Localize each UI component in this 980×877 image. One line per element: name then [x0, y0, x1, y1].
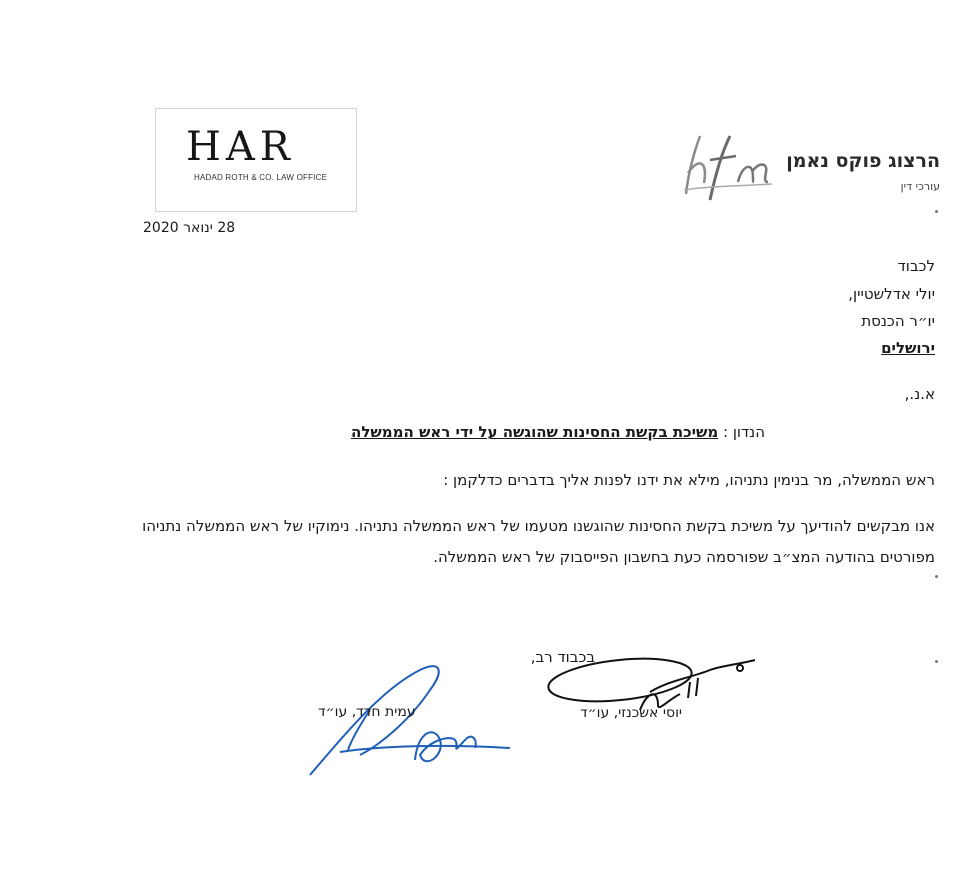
- signoff: בכבוד רב,: [530, 648, 595, 666]
- signatory-1-name: יוסי אשכנזי, עו״ד: [580, 705, 683, 721]
- signatory-2-name: עמית חדד, עו״ד: [318, 704, 416, 720]
- hfn-logo-icon: [680, 128, 780, 206]
- subject-text: משיכת בקשת החסינות שהוגשה על ידי ראש הממשלה: [351, 423, 719, 441]
- firm-name: הרצוג פוקס נאמן: [786, 150, 940, 172]
- har-logo: [155, 108, 357, 212]
- margin-mark: [935, 210, 938, 213]
- recipient-city: ירושלים: [881, 339, 935, 357]
- subject-line: [351, 423, 765, 441]
- signature-2-icon: [300, 660, 520, 780]
- recipient-title: יו״ר הכנסת: [861, 312, 935, 330]
- body-paragraph-1: ראש הממשלה, מר בנימין נתניהו, מילא את ידנו לפנות אליך בדברים כדלקמן :: [443, 471, 935, 489]
- margin-mark: [935, 660, 938, 663]
- har-logo-subtitle: HADAD ROTH & CO. LAW OFFICE: [194, 173, 328, 182]
- margin-mark: [935, 575, 938, 578]
- greeting: א.נ.,: [904, 385, 935, 403]
- har-logo-mark: HAR: [186, 124, 295, 170]
- body-paragraph-2: אנו מבקשים להודיעך על משיכת בקשת החסינות שהוגשנו מטעמו של ראש הממשלה נתניהו. נימוקיו של ראש הממשלה נתניהו מפורטים בהודעה המצ״ב שפורסמה כעת בחשבון הפייסבוק של ראש הממשלה.: [142, 517, 935, 566]
- recipient-name: יולי אדלשטיין,: [848, 285, 935, 303]
- recipient-salutation: לכבוד: [897, 257, 935, 275]
- letter-date: 28 ינואר 2020: [143, 220, 236, 236]
- subject-label: הנדון :: [723, 423, 765, 441]
- firm-subtitle: עורכי דין: [900, 180, 940, 193]
